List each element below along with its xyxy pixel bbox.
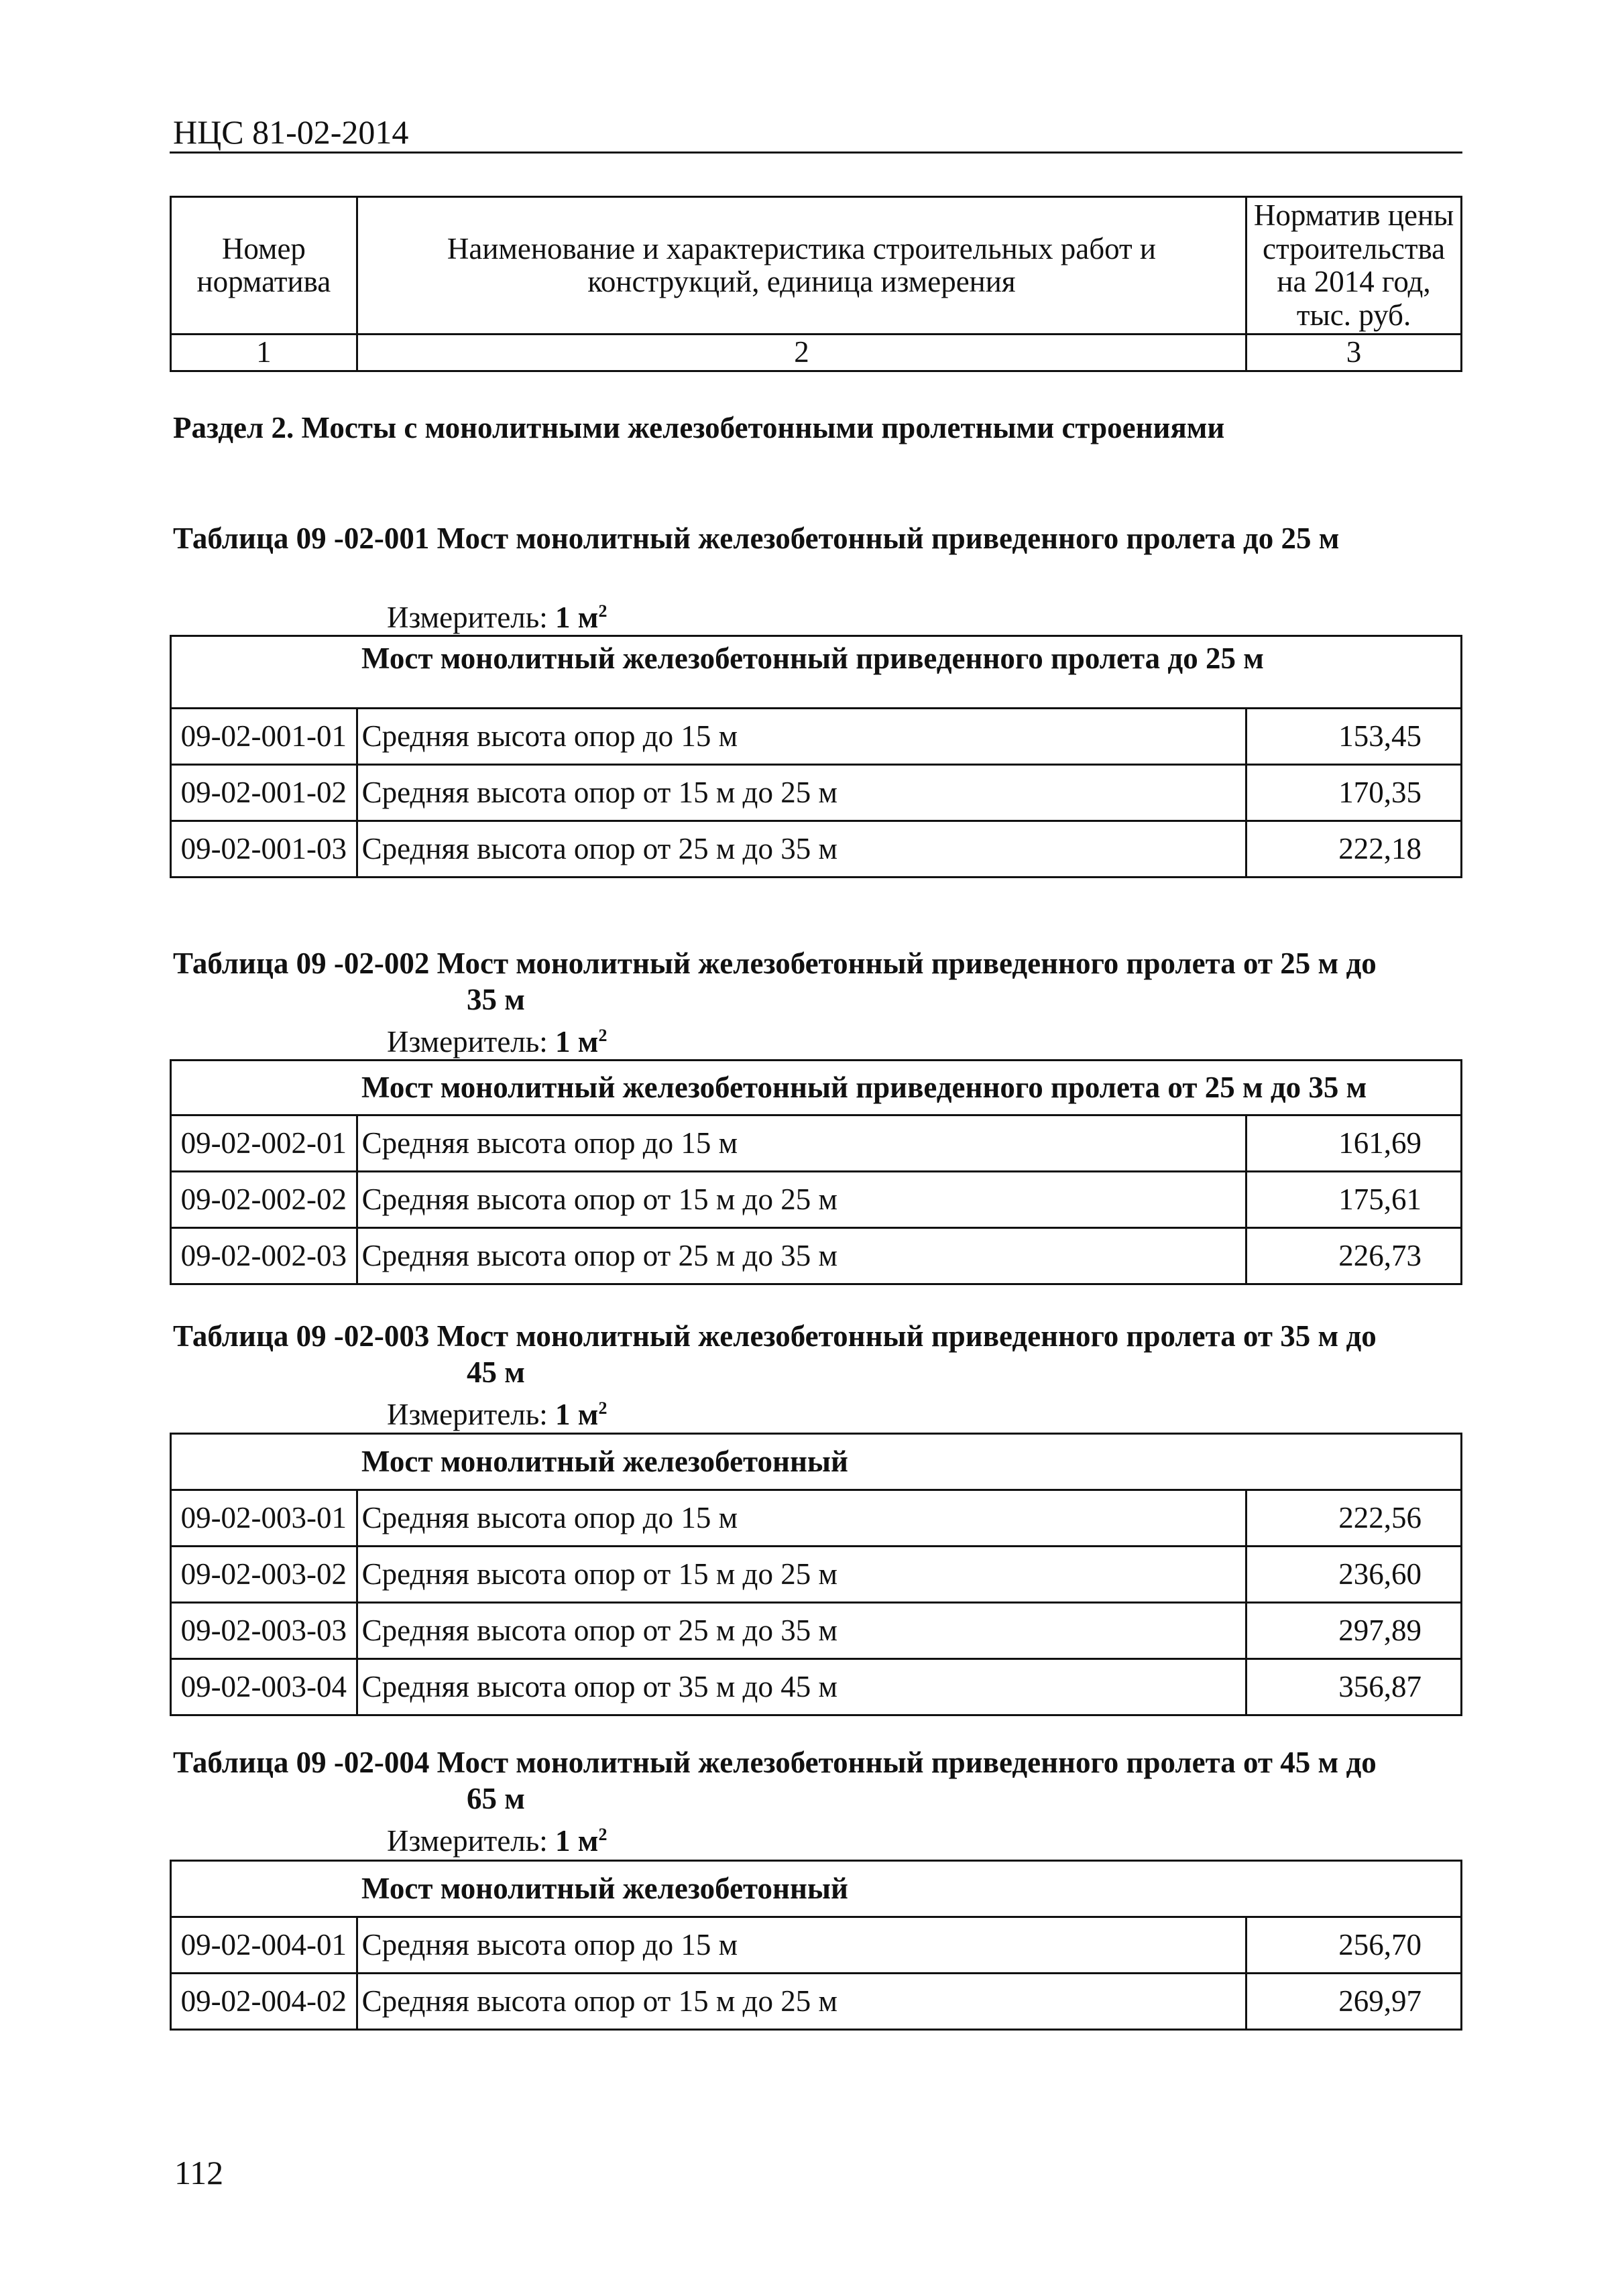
table-title: Таблица 09 -02-001 Мост монолитный железобетонный приведенного пролета до 25 м: [173, 522, 1340, 555]
table-group-header: Мост монолитный железобетонный приведенного пролета до 25 м: [171, 636, 1462, 709]
norm-name: Средняя высота опор от 15 м до 25 м: [357, 1172, 1246, 1228]
norm-table: [170, 1860, 1462, 2031]
document-header: НЦС 81-02-2014: [173, 113, 409, 151]
norm-code: 09-02-002-02: [171, 1172, 357, 1228]
norm-code: 09-02-004-01: [171, 1917, 357, 1974]
header-rule: [170, 152, 1462, 154]
measure-label: Измеритель: 1 $м^2$: [387, 1398, 607, 1431]
norm-table: [170, 635, 1462, 878]
norm-code: 09-02-003-02: [171, 1547, 357, 1603]
norm-price: 222,56: [1246, 1490, 1462, 1547]
norm-name: Средняя высота опор до 15 м: [357, 1490, 1246, 1547]
norm-price: 297,89: [1246, 1603, 1462, 1659]
table-row: [171, 1228, 1462, 1284]
norm-name: Средняя высота опор от 35 м до 45 м: [357, 1659, 1246, 1715]
col-header-price: Норматив цены строительства на 2014 год, тыс. руб.: [1246, 197, 1462, 335]
table-group-header: Мост монолитный железобетонный: [171, 1861, 1462, 1917]
page-number: 112: [174, 2154, 224, 2191]
table-row: [171, 1172, 1462, 1228]
norm-code: 09-02-003-04: [171, 1659, 357, 1715]
norm-price: 269,97: [1246, 1974, 1462, 2030]
norm-code: 09-02-002-03: [171, 1228, 357, 1284]
table-row: [171, 821, 1462, 878]
norm-code: 09-02-003-01: [171, 1490, 357, 1547]
measure-label: Измеритель: 1 $м^2$: [387, 1025, 607, 1059]
table-row: [171, 1917, 1462, 1974]
col-number-2: 2: [357, 335, 1246, 371]
table-row: [171, 1603, 1462, 1659]
norm-price: 153,45: [1246, 709, 1462, 765]
norm-name: Средняя высота опор от 25 м до 35 м: [357, 821, 1246, 878]
table-title: Таблица 09 -02-003 Мост монолитный железобетонный приведенного пролета от 35 м до 45 м: [173, 1319, 1377, 1389]
measure-label: Измеритель: 1 $м^2$: [387, 601, 607, 634]
table-row: [171, 1547, 1462, 1603]
norm-price: 256,70: [1246, 1917, 1462, 1974]
table-title: Таблица 09 -02-004 Мост монолитный железобетонный приведенного пролета от 45 м до 65 м: [173, 1746, 1377, 1815]
measure-label: Измеритель: 1 $м^2$: [387, 1824, 607, 1858]
table-row: [171, 765, 1462, 821]
col-number-1: 1: [171, 335, 357, 371]
norm-name: Средняя высота опор от 25 м до 35 м: [357, 1603, 1246, 1659]
col-header-number: Номер норматива: [171, 197, 357, 335]
norm-name: Средняя высота опор от 15 м до 25 м: [357, 765, 1246, 821]
norm-price: 356,87: [1246, 1659, 1462, 1715]
col-number-3: 3: [1246, 335, 1462, 371]
norm-price: 175,61: [1246, 1172, 1462, 1228]
norm-code: 09-02-004-02: [171, 1974, 357, 2030]
norm-name: Средняя высота опор от 15 м до 25 м: [357, 1974, 1246, 2030]
table-row: [171, 1115, 1462, 1172]
norm-code: 09-02-001-03: [171, 821, 357, 878]
norm-table: [170, 1433, 1462, 1716]
section-title: Раздел 2. Мосты с монолитными железобетонными пролетными строениями: [173, 411, 1225, 444]
norm-price: 226,73: [1246, 1228, 1462, 1284]
norm-name: Средняя высота опор до 15 м: [357, 1917, 1246, 1974]
norm-code: 09-02-003-03: [171, 1603, 357, 1659]
col-header-name: Наименование и характеристика строительных работ и конструкций, единица измерения: [357, 197, 1246, 335]
table-row: [171, 1490, 1462, 1547]
norm-price: 161,69: [1246, 1115, 1462, 1172]
norm-code: 09-02-002-01: [171, 1115, 357, 1172]
table-group-header: Мост монолитный железобетонный приведенного пролета от 25 м до 35 м: [171, 1061, 1462, 1115]
table-title: Таблица 09 -02-002 Мост монолитный железобетонный приведенного пролета от 25 м до 35 м: [173, 947, 1377, 1016]
table-row: [171, 709, 1462, 765]
norm-price: 222,18: [1246, 821, 1462, 878]
column-header-table: [170, 196, 1462, 372]
norm-name: Средняя высота опор от 15 м до 25 м: [357, 1547, 1246, 1603]
table-row: [171, 1974, 1462, 2030]
norm-code: 09-02-001-01: [171, 709, 357, 765]
norm-table: [170, 1059, 1462, 1285]
table-group-header: Мост монолитный железобетонный: [171, 1434, 1462, 1490]
table-row: [171, 1659, 1462, 1715]
norm-name: Средняя высота опор до 15 м: [357, 709, 1246, 765]
norm-name: Средняя высота опор от 25 м до 35 м: [357, 1228, 1246, 1284]
norm-price: 236,60: [1246, 1547, 1462, 1603]
norm-name: Средняя высота опор до 15 м: [357, 1115, 1246, 1172]
norm-code: 09-02-001-02: [171, 765, 357, 821]
norm-price: 170,35: [1246, 765, 1462, 821]
